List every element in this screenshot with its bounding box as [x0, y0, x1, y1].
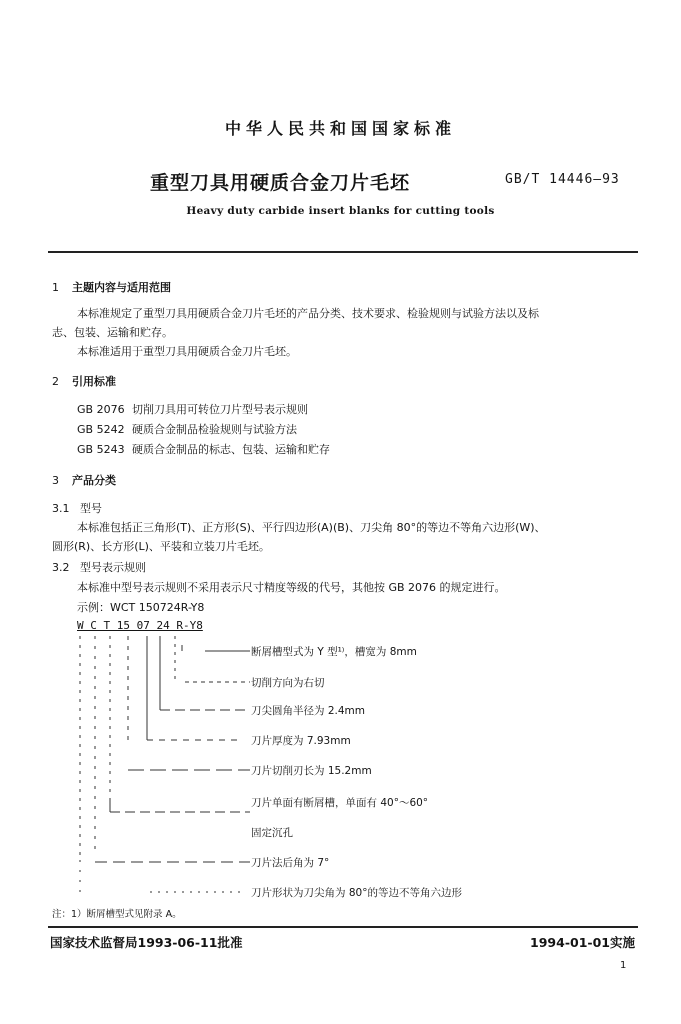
- reference-code: GB 5243: [77, 443, 125, 456]
- section-3-2-number: 3.2: [52, 561, 70, 574]
- diagram-label: 刀片切削刃长为 15.2mm: [251, 765, 372, 777]
- approval-date: 国家技术监督局1993-06-11批准: [50, 935, 243, 950]
- section-3-1-line2: 圆形(R)、长方形(L)、平装和立装刀片毛坯。: [52, 540, 270, 553]
- reference-title: 切削刀具用可转位刀片型号表示规则: [132, 403, 308, 416]
- section-3-1-number: 3.1: [52, 502, 70, 515]
- diagram-label: 刀片形状为刀尖角为 80°的等边不等角六边形: [251, 887, 462, 899]
- example-label: 示例：WCT 150724R-Y8: [77, 601, 205, 614]
- section-2-title: 引用标准: [72, 375, 116, 388]
- section-1-para2: 本标准适用于重型刀具用硬质合金刀片毛坯。: [77, 345, 297, 358]
- effective-date: 1994-01-01实施: [530, 935, 635, 950]
- footer-rule: [48, 926, 638, 928]
- section-1-title: 主题内容与适用范围: [72, 281, 171, 294]
- diagram-label: 切削方向为右切: [251, 677, 325, 689]
- document-title: 重型刀具用硬质合金刀片毛坯: [150, 172, 411, 194]
- reference-code: GB 2076: [77, 403, 125, 416]
- section-2-number: 2: [52, 375, 59, 388]
- standard-type-heading: 中华人民共和国国家标准: [224, 119, 456, 138]
- diagram-label: 刀尖圆角半径为 2.4mm: [251, 705, 365, 717]
- document-title-english: Heavy duty carbide insert blanks for cutting tools: [186, 205, 495, 217]
- example-code: W C T 15 07 24 R-Y8: [77, 619, 203, 632]
- diagram-label: 刀片单面有断屑槽，单面有 40°～60°: [251, 797, 429, 809]
- diagram-label: 刀片法后角为 7°: [251, 857, 330, 869]
- section-1-para1-line1: 本标准规定了重型刀具用硬质合金刀片毛坯的产品分类、技术要求、检验规则与试验方法以及标: [77, 307, 539, 320]
- section-1-para1-line2: 志、包装、运输和贮存。: [52, 326, 173, 339]
- diagram-label: 刀片厚度为 7.93mm: [251, 735, 351, 747]
- reference-title: 硬质合金制品的标志、包装、运输和贮存: [132, 443, 330, 456]
- section-3-1-line1: 本标准包括正三角形(T)、正方形(S)、平行四边形(A)(B)、刀尖角 80°的等边不等角六边形(W)、: [77, 521, 546, 534]
- section-3-title: 产品分类: [72, 474, 116, 487]
- section-3-2-title: 型号表示规则: [80, 561, 146, 574]
- standard-code: GB/T 14446—93: [505, 172, 620, 187]
- diagram-label: 断屑槽型式为 Y 型¹⁾，槽宽为 8mm: [251, 646, 417, 658]
- footnote: 注：1）断屑槽型式见附录 A。: [52, 909, 182, 920]
- reference-code: GB 5242: [77, 423, 125, 436]
- section-3-1-title: 型号: [80, 502, 102, 515]
- reference-title: 硬质合金制品检验规则与试验方法: [132, 423, 297, 436]
- diagram-label: 固定沉孔: [251, 827, 293, 839]
- section-3-number: 3: [52, 474, 59, 487]
- section-1-number: 1: [52, 281, 59, 294]
- page-number: 1: [620, 960, 627, 971]
- section-3-2-line1: 本标准中型号表示规则不采用表示尺寸精度等级的代号，其他按 GB 2076 的规定进行。: [77, 581, 506, 594]
